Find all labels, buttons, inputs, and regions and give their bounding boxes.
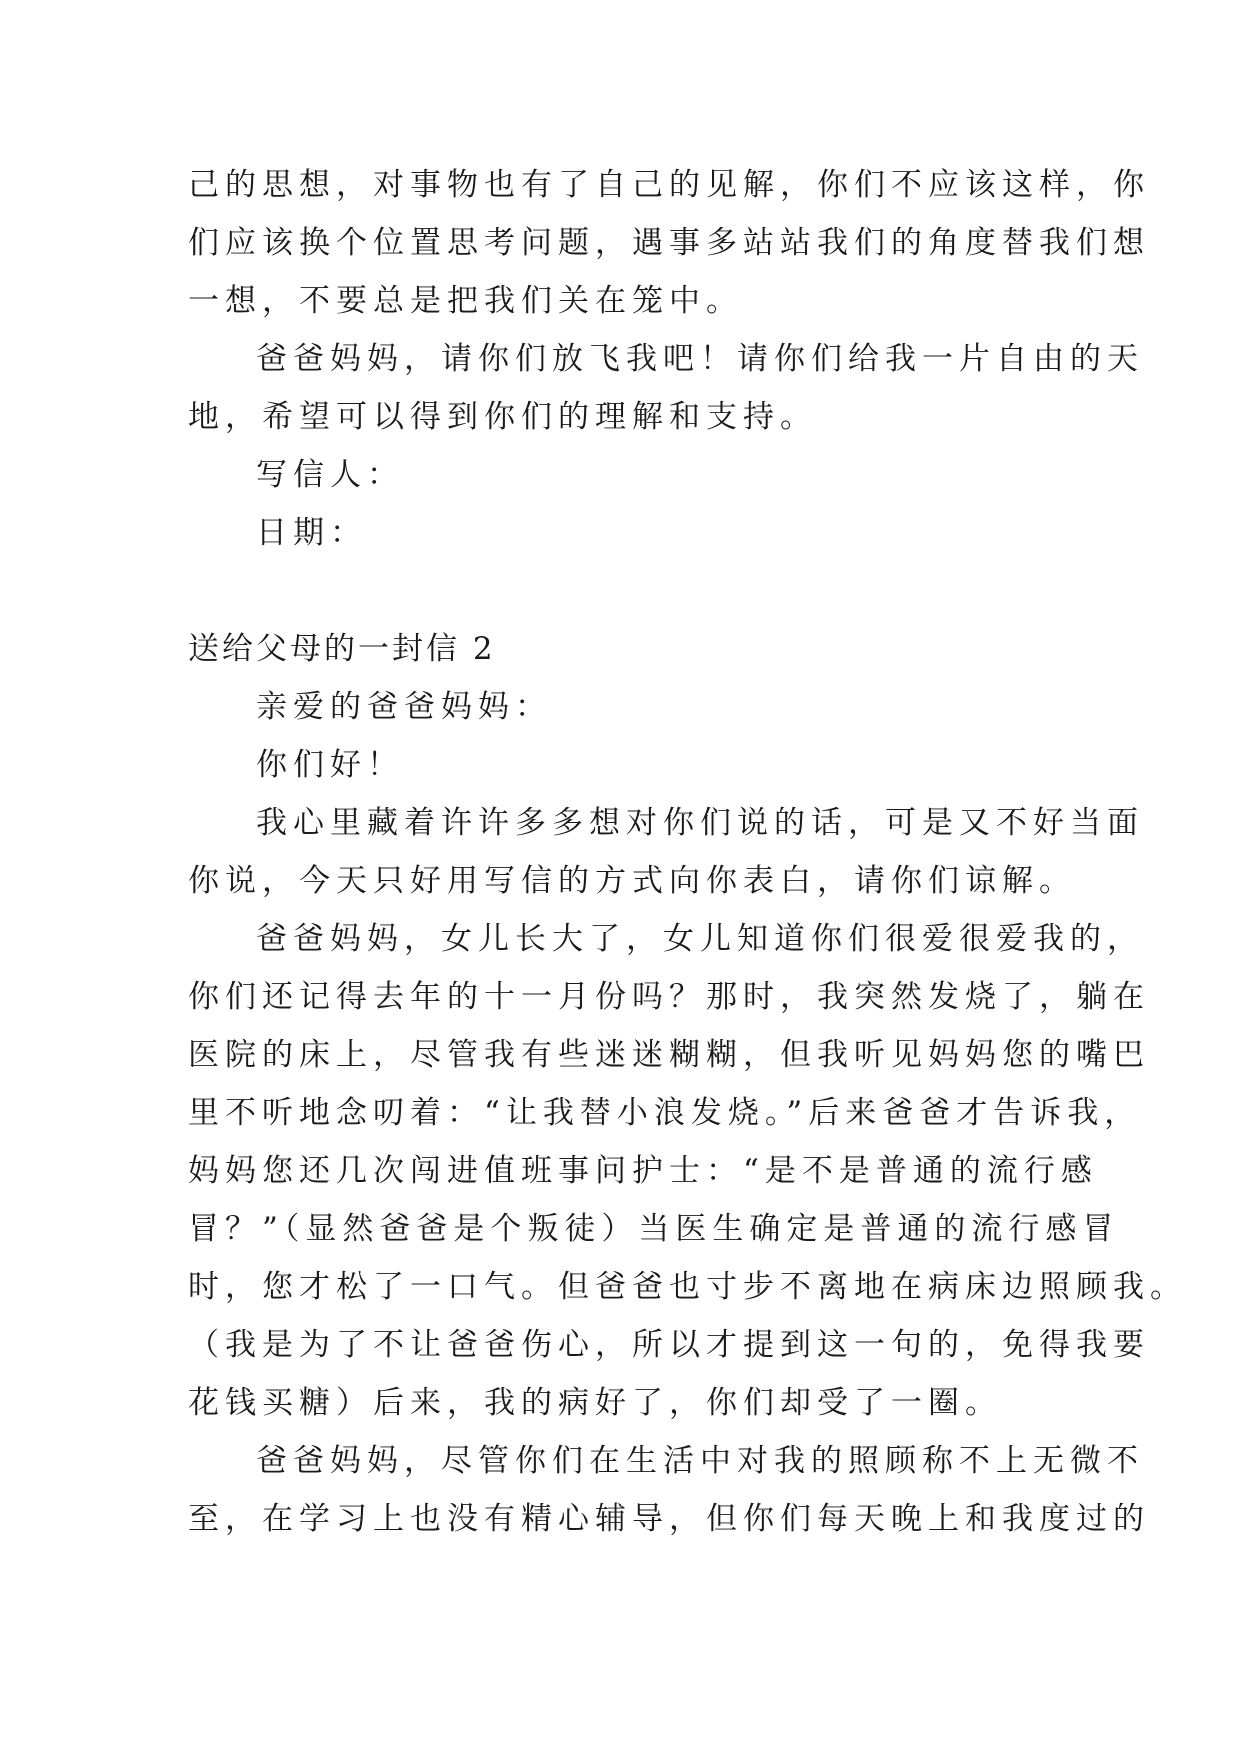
letter2-title: 送给父母的一封信 2	[188, 631, 496, 667]
paragraph2-line-8: （我是为了不让爸爸伤心，所以才提到这一句的，免得我要	[188, 1327, 1150, 1363]
date-label: 日期：	[256, 515, 367, 551]
paragraph3-line-2: 至，在学习上也没有精心辅导，但你们每天晚上和我度过的	[188, 1501, 1150, 1537]
paragraph2-line-5: 妈妈您还几次闯进值班事问护士：“是不是普通的流行感	[188, 1153, 1098, 1189]
writer-label: 写信人：	[256, 457, 404, 493]
paragraph2-line-3: 医院的床上，尽管我有些迷迷糊糊，但我听见妈妈您的嘴巴	[188, 1037, 1150, 1073]
paragraph2-line-2: 你们还记得去年的十一月份吗？那时，我突然发烧了，躺在	[188, 979, 1150, 1015]
paragraph3-line-1: 爸爸妈妈，尽管你们在生活中对我的照顾称不上无微不	[256, 1443, 1144, 1479]
paragraph1-line-2: 你说，今天只好用写信的方式向你表白，请你们谅解。	[188, 863, 1076, 899]
greeting: 你们好！	[256, 747, 404, 783]
paragraph1-line-1: 我心里藏着许许多多想对你们说的话，可是又不好当面	[256, 805, 1144, 841]
salutation: 亲爱的爸爸妈妈：	[256, 689, 552, 725]
paragraph2-line-7: 时，您才松了一口气。但爸爸也寸步不离地在病床边照顾我。	[188, 1269, 1187, 1305]
letter1-line-1: 己的思想，对事物也有了自己的见解，你们不应该这样，你	[188, 167, 1150, 203]
paragraph2-line-4: 里不听地念叨着：“让我替小浪发烧。”后来爸爸才告诉我，	[188, 1095, 1142, 1131]
paragraph2-line-6: 冒？”（显然爸爸是个叛徒）当医生确定是普通的流行感冒	[188, 1211, 1120, 1247]
paragraph2-line-9: 花钱买糖）后来，我的病好了，你们却受了一圈。	[188, 1385, 1002, 1421]
letter1-closing-line-2: 地，希望可以得到你们的理解和支持。	[188, 399, 817, 435]
section-spacer	[188, 562, 1068, 620]
letter1-closing-line-1: 爸爸妈妈，请你们放飞我吧！请你们给我一片自由的天	[256, 341, 1144, 377]
letter-text	[188, 156, 1187, 1548]
letter1-line-3: 一想，不要总是把我们关在笼中。	[188, 283, 743, 319]
paragraph2-line-1: 爸爸妈妈，女儿长大了，女儿知道你们很爱很爱我的，	[256, 921, 1144, 957]
letter1-line-2: 们应该换个位置思考问题，遇事多站站我们的角度替我们想	[188, 225, 1150, 261]
